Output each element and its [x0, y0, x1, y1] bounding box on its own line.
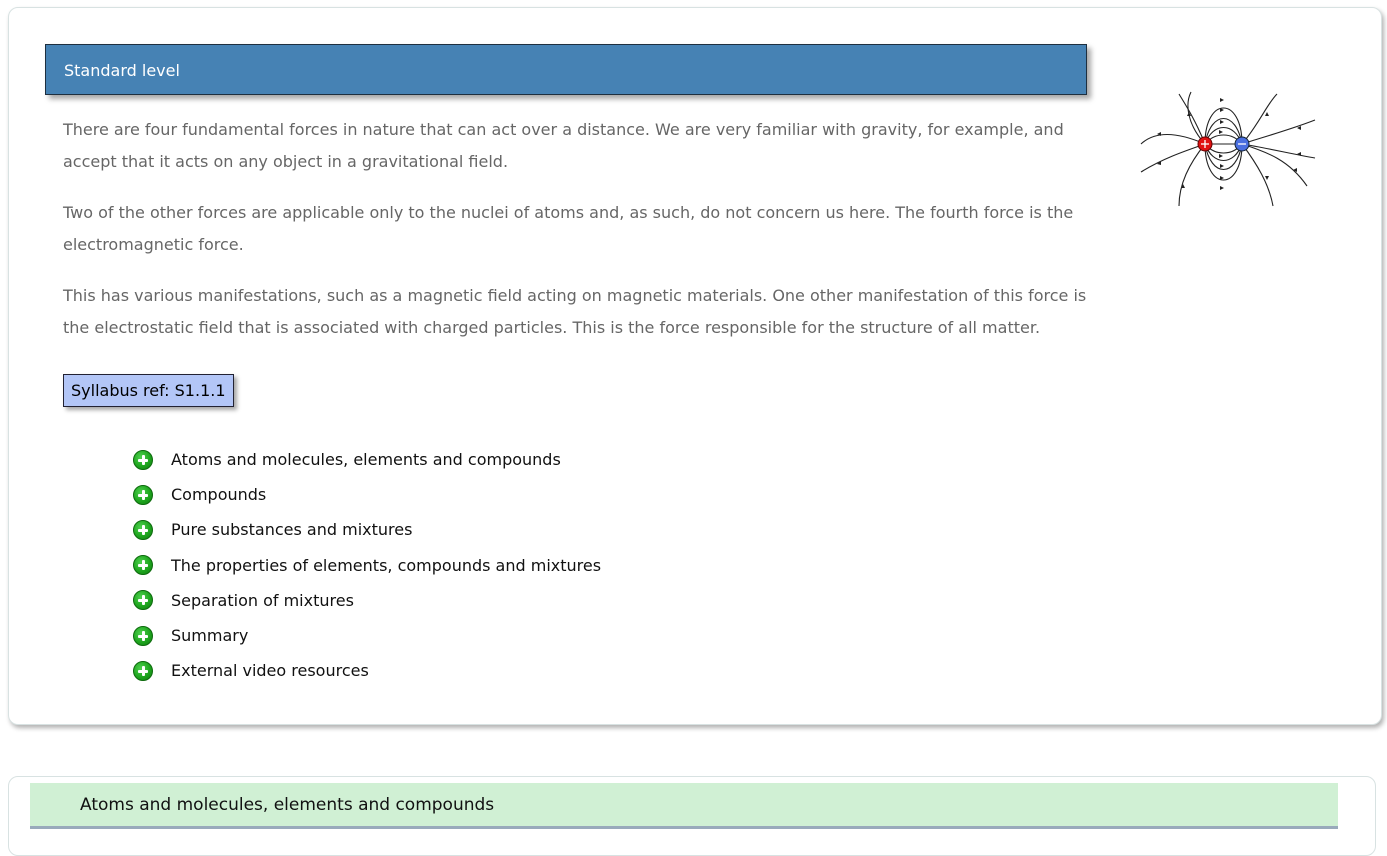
topic-separation[interactable]: [133, 583, 601, 618]
topic-pure-substances[interactable]: [133, 512, 601, 547]
plus-circle-icon[interactable]: [133, 555, 153, 575]
content-card: [8, 7, 1382, 725]
syllabus-ref-badge: Syllabus ref: S1.1.1: [63, 374, 234, 407]
intro-paragraph-2: Two of the other forces are applicable only to the nuclei of atoms and, as such, do not concern us here. The fourth force is the electromagnetic force.: [63, 203, 1074, 254]
topic-external-video[interactable]: [133, 653, 601, 688]
topic-properties[interactable]: [133, 548, 601, 583]
intro-paragraph-1: There are four fundamental forces in nature that can act over a distance. We are very familiar with gravity, for example, and accept that it acts on any object in a gravitational field.: [63, 120, 1064, 171]
topic-list: [133, 442, 601, 688]
topic-label[interactable]: Compounds: [171, 485, 267, 505]
plus-circle-icon[interactable]: [133, 626, 153, 646]
topic-label[interactable]: Pure substances and mixtures: [171, 520, 413, 540]
topic-summary[interactable]: [133, 618, 601, 653]
topic-compounds[interactable]: [133, 477, 601, 512]
electric-dipole-field-icon: [1127, 84, 1317, 212]
standard-level-banner: Standard level: [45, 44, 1087, 95]
topic-label[interactable]: Separation of mixtures: [171, 590, 354, 610]
topic-label[interactable]: Atoms and molecules, elements and compounds: [171, 450, 561, 470]
plus-circle-icon[interactable]: [133, 590, 153, 610]
intro-paragraph-3: This has various manifestations, such as a magnetic field acting on magnetic materials. One other manifestation of this force is the electrostatic field that is associated with charged particles. This is the force responsible for the structure of all matter.: [63, 286, 1087, 337]
plus-circle-icon[interactable]: [133, 450, 153, 470]
plus-circle-icon[interactable]: [133, 520, 153, 540]
plus-circle-icon[interactable]: [133, 485, 153, 505]
topic-label[interactable]: External video resources: [171, 661, 369, 681]
section-header: Atoms and molecules, elements and compounds: [30, 783, 1338, 829]
topic-label[interactable]: Summary: [171, 626, 249, 646]
plus-circle-icon[interactable]: [133, 661, 153, 681]
topic-label[interactable]: The properties of elements, compounds and mixtures: [171, 555, 602, 575]
topic-atoms-molecules[interactable]: [133, 442, 601, 477]
